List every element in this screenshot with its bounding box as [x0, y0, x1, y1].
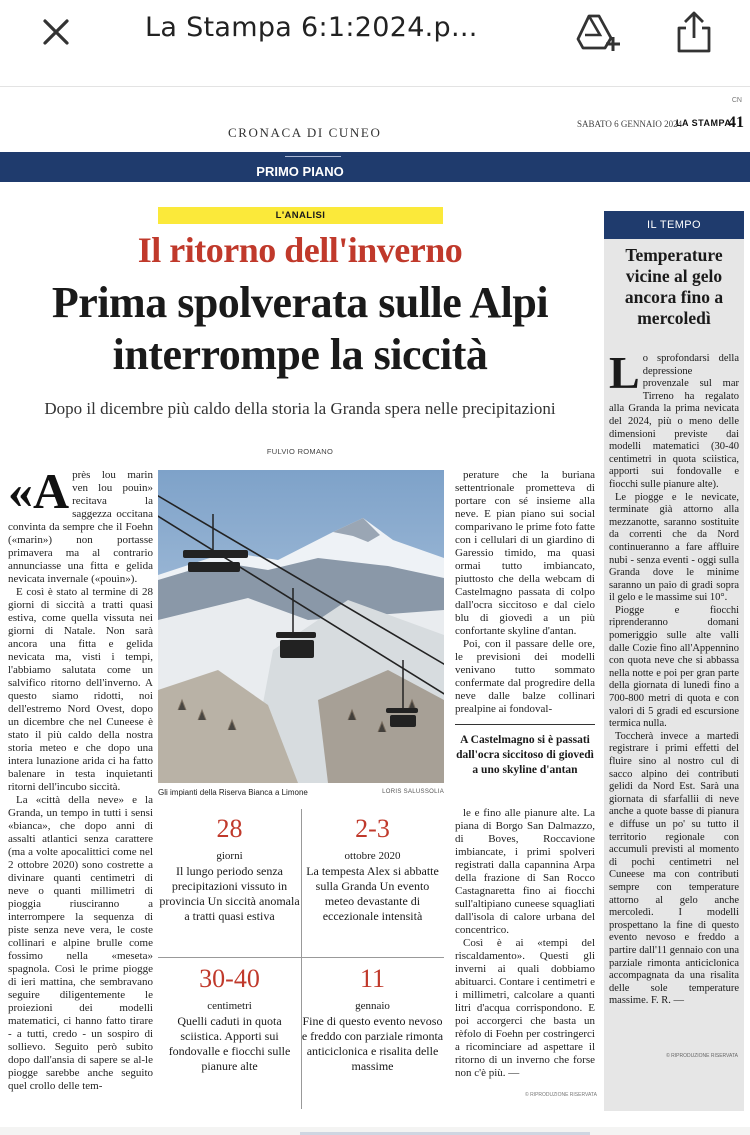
page-number: 41 — [728, 114, 744, 131]
stat-unit: giorni — [216, 850, 243, 862]
article-kicker: Il ritorno dell'inverno — [137, 230, 463, 270]
corner-mark: CN — [731, 97, 742, 104]
stat-unit: ottobre 2020 — [344, 850, 401, 862]
viewer-toolbar — [0, 0, 750, 86]
paragraph: E così è stato al termine di 28 giorni di siccità a tratti quasi estiva, come quella vissuta nei giorni di Natale. Non sarà ancora una fitta e gelida nevicata ma, visti i tempi, l'abbiamo salutata come un salvifico ritorno dell'inverno. A questo siamo ridotti, noi dell'estremo Nord Ovest, dopo un dicembre che nel Cuneese è stato il più caldo della nostra storia meteo e che dopo una intera lunazione arida ci ha fatto balenare in testa inquietanti ritorni dell'incubo siccità. — [8, 586, 153, 793]
copyright-note: © RIPRODUZIONE RISERVATA — [525, 1092, 597, 1098]
stat-value: 11 — [359, 964, 386, 993]
article-column-1 — [8, 469, 153, 1129]
stat-value: 28 — [216, 814, 243, 843]
stats-divider — [301, 809, 302, 1109]
pull-quote: A Castelmagno si è passati dall'ocra siccitoso di giovedì a uno skyline d'antan — [455, 724, 595, 804]
stat-description: La tempesta Alex si abbatte sulla Granda Un evento meteo devastante di eccezionale intensità — [306, 864, 439, 923]
stat-unit: centimetri — [207, 1000, 252, 1012]
section-title: CRONACA DI CUNEO — [228, 125, 382, 140]
add-to-drive-button[interactable] — [572, 10, 624, 56]
paragraph: perature che la buriana settentrionale prometteva di portare con sé insieme alla neve. E pian piano sui social comparivano le prime foto fatte con i cellulari di un giardino di Garessio timido, ma quasi ormai tutto imbiancato, piuttosto che della webcam di Castelmagno passata di colpo dall'ocra siccitoso e dal cielo blu di giovedì a un più confortante skyline d'antan. — [455, 469, 595, 637]
stat-item — [301, 963, 444, 1074]
caption-text: Gli impianti della Riserva Bianca a Limone — [158, 788, 308, 797]
sidebar-tab: IL TEMPO — [604, 211, 744, 239]
document-title: La Stampa 6:1:2024.p... — [145, 12, 478, 43]
sidebar-title: Temperature vicine al gelo ancora fino a mercoledì — [624, 245, 724, 328]
stats-box — [158, 809, 444, 1109]
share-icon — [675, 11, 713, 53]
paragraph: Toccherà invece a martedì registrare i primi effetti del fluire sino al nostro cul di sacco alpino dei contributi gelidi da Nord Est. Sarà una giornata di sfarfallii di neve anche a quote basse di pianura e diffuse un po' su tutto il territorio regionale con accumuli previsti al momento di pochi centimetri nel Cuneese ma con contributi sempre con temperature attorno al gelo anche mercoledì. I modelli prospettano la fine di questo evento nevoso e freddo a partire dall'11 gennaio con una parziale rimonta anticiclonica accompagnata da una risalita delle sole temperature massime. F. R. — — [609, 730, 739, 1007]
photo-credit: LORIS SALUSSOLIA — [382, 789, 444, 795]
copyright-note: © RIPRODUZIONE RISERVATA — [666, 1053, 738, 1059]
section-band — [0, 152, 750, 182]
close-x-icon — [41, 17, 71, 47]
drop-cap: L — [609, 353, 640, 398]
newspaper-logo: LA STAMPA — [676, 118, 732, 128]
stat-item — [158, 963, 301, 1074]
photo-caption — [158, 788, 444, 797]
article-column-3-continued — [455, 807, 595, 1127]
stat-unit: gennaio — [355, 1000, 390, 1012]
paragraph: Le piogge e le nevicate, terminate già attorno alla mezzanotte, saranno sostituite da correnti che da Nord continueranno a fare affluire nubi - senza eventi - oggi sulla Granda dove le minime saranno un paio di gradi sopra il gelo e le massime sui 10°. — [609, 491, 739, 604]
stat-value: 30-40 — [199, 964, 260, 993]
stat-item — [301, 813, 444, 924]
share-button[interactable] — [670, 8, 718, 56]
paragraph: Piogge e fiocchi riprenderanno domani pomeriggio sulle alte valli dalle Cozie fino all'Appennino con quota neve che si abbassa nella notte e poi per gran parte della giornata di lunedì fino a 700-800 metri di quota e con valori di 5 gradi ed escursione termica nulla. — [609, 604, 739, 730]
stat-description: Il lungo periodo senza precipitazioni vissuto in provincia Un siccità anomala a tratti quasi estiva — [159, 864, 300, 923]
sidebar-body — [609, 353, 739, 1053]
article-subhead: Dopo il dicembre più caldo della storia la Granda spera nelle precipitazioni — [44, 399, 556, 418]
article-byline: FULVIO ROMANO — [266, 447, 334, 456]
weather-sidebar — [604, 211, 744, 1111]
stat-description: Fine di questo evento nevoso e freddo con parziale rimonta anticiclonica e risalita delle massime — [301, 1014, 444, 1073]
ski-lift-photo — [158, 470, 444, 783]
band-label: PRIMO PIANO — [256, 164, 344, 179]
newspaper-page[interactable] — [0, 86, 750, 1135]
stats-divider — [158, 957, 444, 958]
stat-value: 2-3 — [355, 814, 390, 843]
article-headline: Prima spolverata sulle Alpi interrompe la siccità — [51, 278, 549, 379]
article-tag: L'ANALISI — [158, 207, 443, 224]
stat-description: Quelli caduti in quota sciistica. Apporti sui fondovalle e fiocchi sulle pianure alte — [168, 1014, 291, 1073]
paragraph: Così è ai «tempi del riscaldamento». Questi gli inverni ai quali dobbiamo abituarci. Contare i centimetri e i millimetri, calcolare a quanti litri d'acqua corrispondono. E poi accorgerci che basta un rèfolo di Foehn per costringerci a ricominciare ad aspettare il ritorno di un inverno che forse non c'è più. — — [455, 937, 595, 1079]
paragraph: Poi, con il passare delle ore, le previsioni dei modelli venivano tutto sommato confermate dal progredire della neve dalle balze collinari prealpine ai fondoval- — [455, 638, 595, 715]
close-button[interactable] — [36, 12, 76, 52]
paragraph: près lou marin ven lou pouìn» recitava la saggezza occitana convinta da sempre che il Foehn («marin») non portasse primavera ma al contrario annunciasse una fitta e gelida nevicata invernale («pouìn»). — [8, 469, 153, 585]
paragraph: o sprofondarsi della depressione provenzale sul mar Tirreno ha regalato alla Granda la prima nevicata del 2024, più o meno delle dimensioni previste dai modelli matematici (30-40 centimetri in quota sciistica, apporti sui fondovalle e fiocchi sulle pianure alte). — [609, 353, 739, 490]
paragraph: La «città della neve» e la Granda, un tempo in tutti i sensi «bianca», che dopo anni di assalti atlantici senza carattere (ma a volte apocalittici come nel 2 ottobre 2020) sono costrette a divinare quanti centimetri di neve o quanti millimetri di pioggia riusciranno a interrompere la sequenza di piste senza neve vera, le coste collinari e alpine brulle come fossimo nella «meseta» spagnola. Così le prime piogge di ieri mattina, che sembravano seguire diligentemente le proiezioni dei modelli matematici, ci hanno fatto tirare - a tutti, credo - un sospiro di sollievo. Seguito però subito dopo dall'ansia di sapere se al-le piogge sarebbe anche seguito quel crollo delle tem- — [8, 794, 153, 1092]
dateline: SABATO 6 GENNAIO 2024 — [577, 119, 683, 129]
paragraph: le e fino alle pianure alte. La piana di Borgo San Dalmazzo, di Boves, Roccavione imbiancate, i primi spolveri registrati dalla capannina Arpa della frazione di San Rocco Castagnaretta fino ai fiocchi sull'altipiano cuneese squagliati dall'isola di calore urbana del concentrico. — [455, 807, 595, 936]
band-divider — [285, 156, 341, 157]
drop-cap: «A — [8, 469, 70, 519]
article-column-3 — [455, 469, 595, 724]
stat-item — [158, 813, 301, 924]
add-to-drive-icon — [575, 12, 621, 54]
